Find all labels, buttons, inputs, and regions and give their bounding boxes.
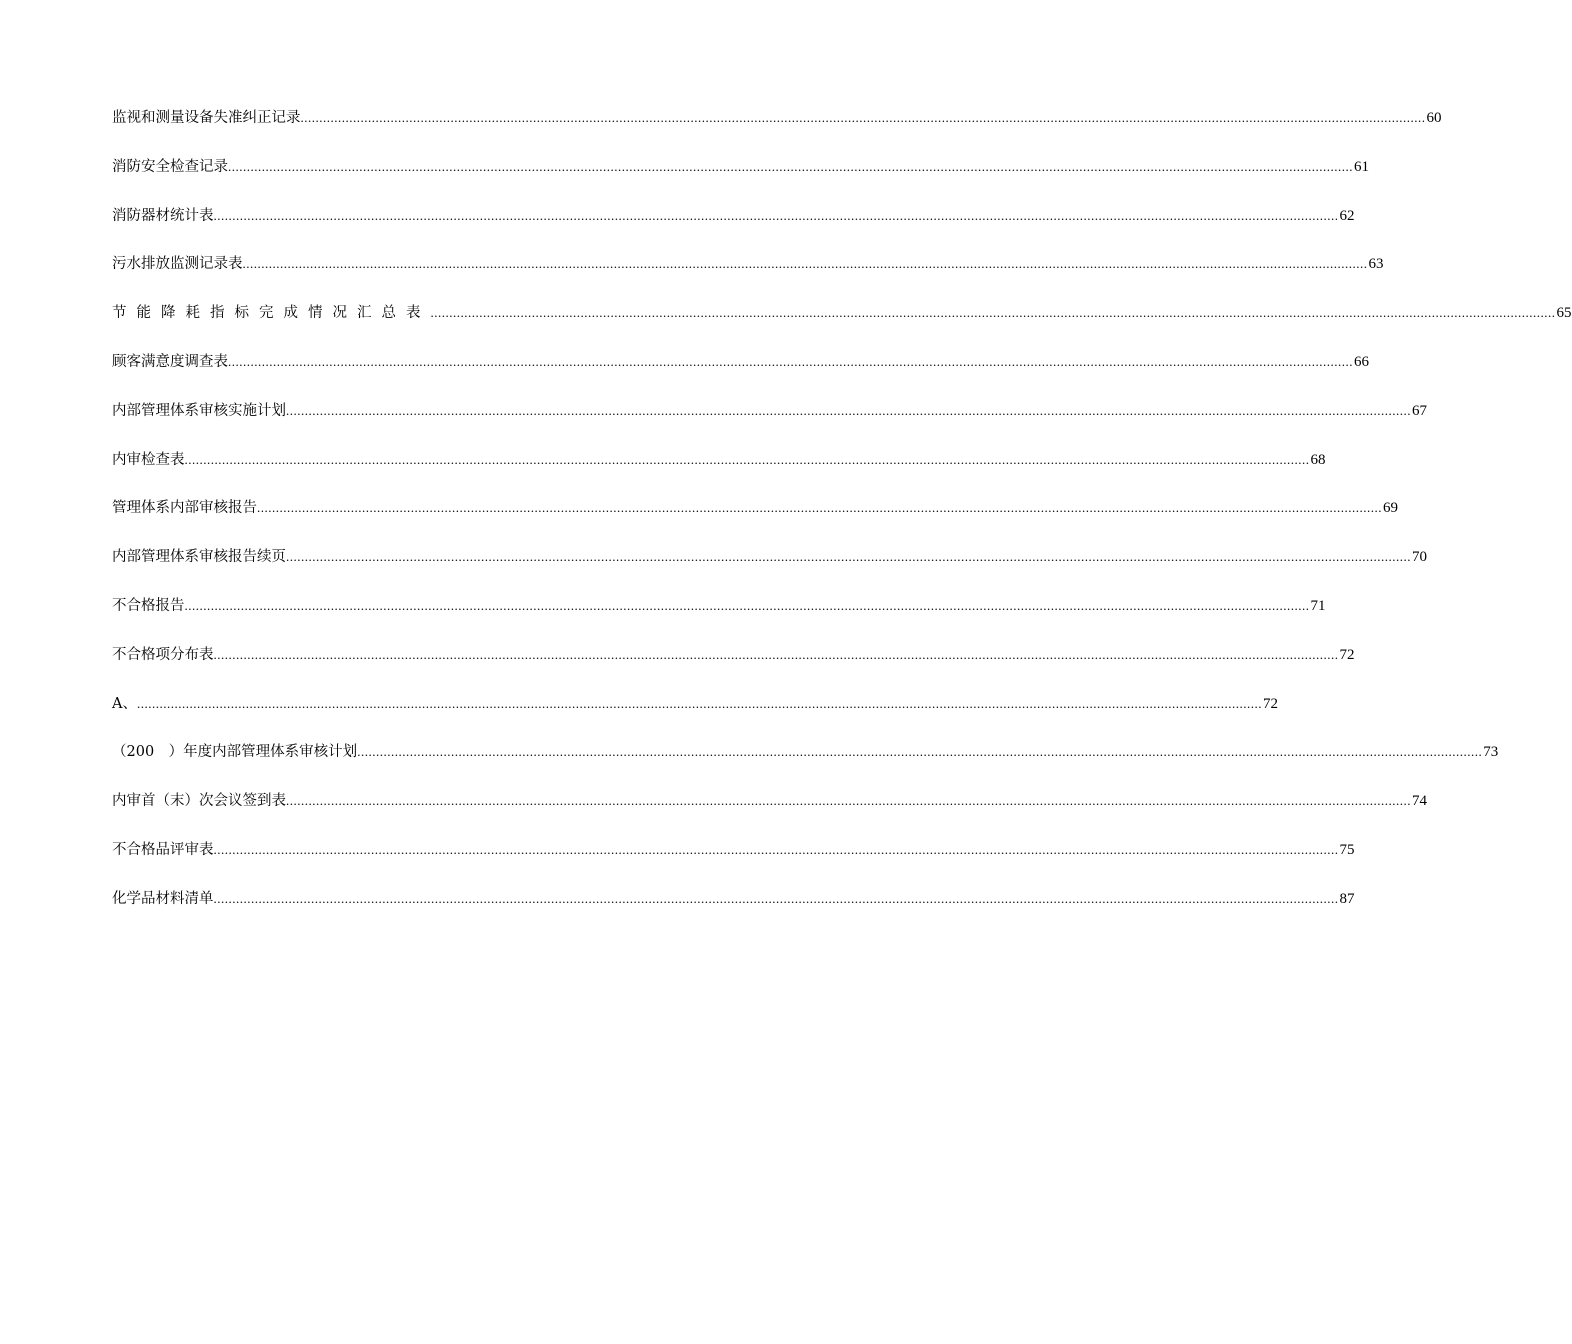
toc-dot-leader: ............................................................................................................................................................................................................................................................................................................: [228, 353, 1353, 369]
toc-entry-title: 内部管理体系审核实施计划: [112, 402, 286, 419]
toc-entry-title: 不合格报告: [112, 597, 185, 614]
toc-entry-title: 消防安全检查记录: [112, 158, 228, 175]
toc-dot-leader: ............................................................................................................................................................................................................................................................................................................: [184, 451, 1310, 467]
toc-entry-title: 顾客满意度调查表: [112, 353, 228, 370]
toc-entry-title: 节能降耗指标完成情况汇总表: [112, 305, 431, 322]
toc-dot-leader: ............................................................................................................................................................................................................................................................................................................: [257, 500, 1382, 516]
toc-entry-page: 63: [1368, 256, 1384, 273]
toc-entry-title: A、: [112, 695, 137, 712]
toc-entry-page: 66: [1354, 353, 1369, 370]
toc-entry[interactable]: [112, 885, 1355, 934]
toc-entry-title: 管理体系内部审核报告: [112, 500, 257, 517]
toc-entry-page: 61: [1354, 158, 1369, 175]
toc-dot-leader: ............................................................................................................................................................................................................................................................................................................: [213, 841, 1339, 857]
toc-entry-title: 化学品材料清单: [112, 890, 214, 907]
toc-entry-title: 污水排放监测记录表: [112, 256, 243, 273]
toc-entry-title: 不合格品评审表: [112, 841, 214, 858]
toc-entry[interactable]: [112, 494, 1398, 543]
toc-entry[interactable]: [112, 641, 1355, 690]
toc-entry[interactable]: [112, 592, 1326, 641]
toc-entry-page: 60: [1426, 110, 1442, 126]
toc-dot-leader: ............................................................................................................................................................................................................................................................................................................: [213, 646, 1339, 662]
toc-entry[interactable]: [112, 446, 1326, 495]
toc-dot-leader: ............................................................................................................................................................................................................................................................................................................: [286, 793, 1411, 809]
toc-entry[interactable]: [112, 738, 1499, 787]
toc-entry[interactable]: [112, 787, 1427, 836]
toc-dot-leader: ............................................................................................................................................................................................................................................................................................................: [228, 158, 1353, 174]
toc-entry[interactable]: [112, 202, 1355, 251]
toc-entry[interactable]: [112, 348, 1369, 397]
toc-entry[interactable]: [112, 397, 1427, 446]
toc-entry-page: 75: [1339, 841, 1355, 858]
toc-entry-page: 72: [1339, 646, 1355, 663]
toc-entry-page: 73: [1483, 744, 1499, 761]
toc-entry-title: 不合格项分布表: [112, 646, 214, 663]
toc-entry-page: 67: [1412, 402, 1427, 419]
toc-entry-title: 内部管理体系审核报告续页: [112, 549, 286, 566]
toc-entry-page: 70: [1412, 549, 1427, 566]
toc-entry-page: 72: [1262, 695, 1278, 712]
toc-entry-title: 消防器材统计表: [112, 207, 214, 224]
toc-entry[interactable]: [112, 690, 1278, 739]
toc-entry-title: 监视和测量设备失准纠正记录: [112, 110, 301, 126]
toc-dot-leader: ............................................................................................................................................................................................................................................................................................................: [242, 256, 1368, 272]
toc-entry-page: 69: [1383, 500, 1398, 517]
toc-entry-page: 71: [1310, 597, 1326, 614]
toc-dot-leader: ............................................................................................................................................................................................................................................................................................................: [286, 549, 1411, 565]
toc-dot-leader: ............................................................................................................................................................................................................................................................................................................: [136, 695, 1262, 711]
toc-entry-title: 内审首（末）次会议签到表: [112, 793, 286, 810]
toc-entry-page: 68: [1310, 451, 1326, 468]
toc-entry-title: （200 ）年度内部管理体系审核计划: [112, 744, 358, 761]
toc-dot-leader: ............................................................................................................................................................................................................................................................................................................: [357, 744, 1483, 760]
toc-dot-leader: ............................................................................................................................................................................................................................................................................................................: [286, 402, 1411, 418]
toc-entry[interactable]: [112, 153, 1369, 202]
toc-entry-page: 62: [1339, 207, 1355, 224]
toc-entry-page: 65: [1556, 305, 1572, 322]
toc-entry[interactable]: [112, 250, 1384, 299]
toc-dot-leader: ............................................................................................................................................................................................................................................................................................................: [300, 110, 1426, 125]
toc-entry-page: 87: [1339, 890, 1355, 907]
toc-entry[interactable]: [112, 299, 1572, 348]
toc-dot-leader: ............................................................................................................................................................................................................................................................................................................: [213, 207, 1339, 223]
toc-entry-title: 内审检查表: [112, 451, 185, 468]
toc-dot-leader: ............................................................................................................................................................................................................................................................................................................: [430, 305, 1556, 321]
toc-entry[interactable]: [112, 543, 1427, 592]
table-of-contents: [112, 104, 1572, 934]
toc-dot-leader: ............................................................................................................................................................................................................................................................................................................: [213, 890, 1339, 906]
toc-entry[interactable]: [112, 836, 1355, 885]
toc-entry[interactable]: [112, 104, 1442, 153]
toc-entry-page: 74: [1412, 793, 1427, 810]
toc-dot-leader: ............................................................................................................................................................................................................................................................................................................: [184, 597, 1310, 613]
